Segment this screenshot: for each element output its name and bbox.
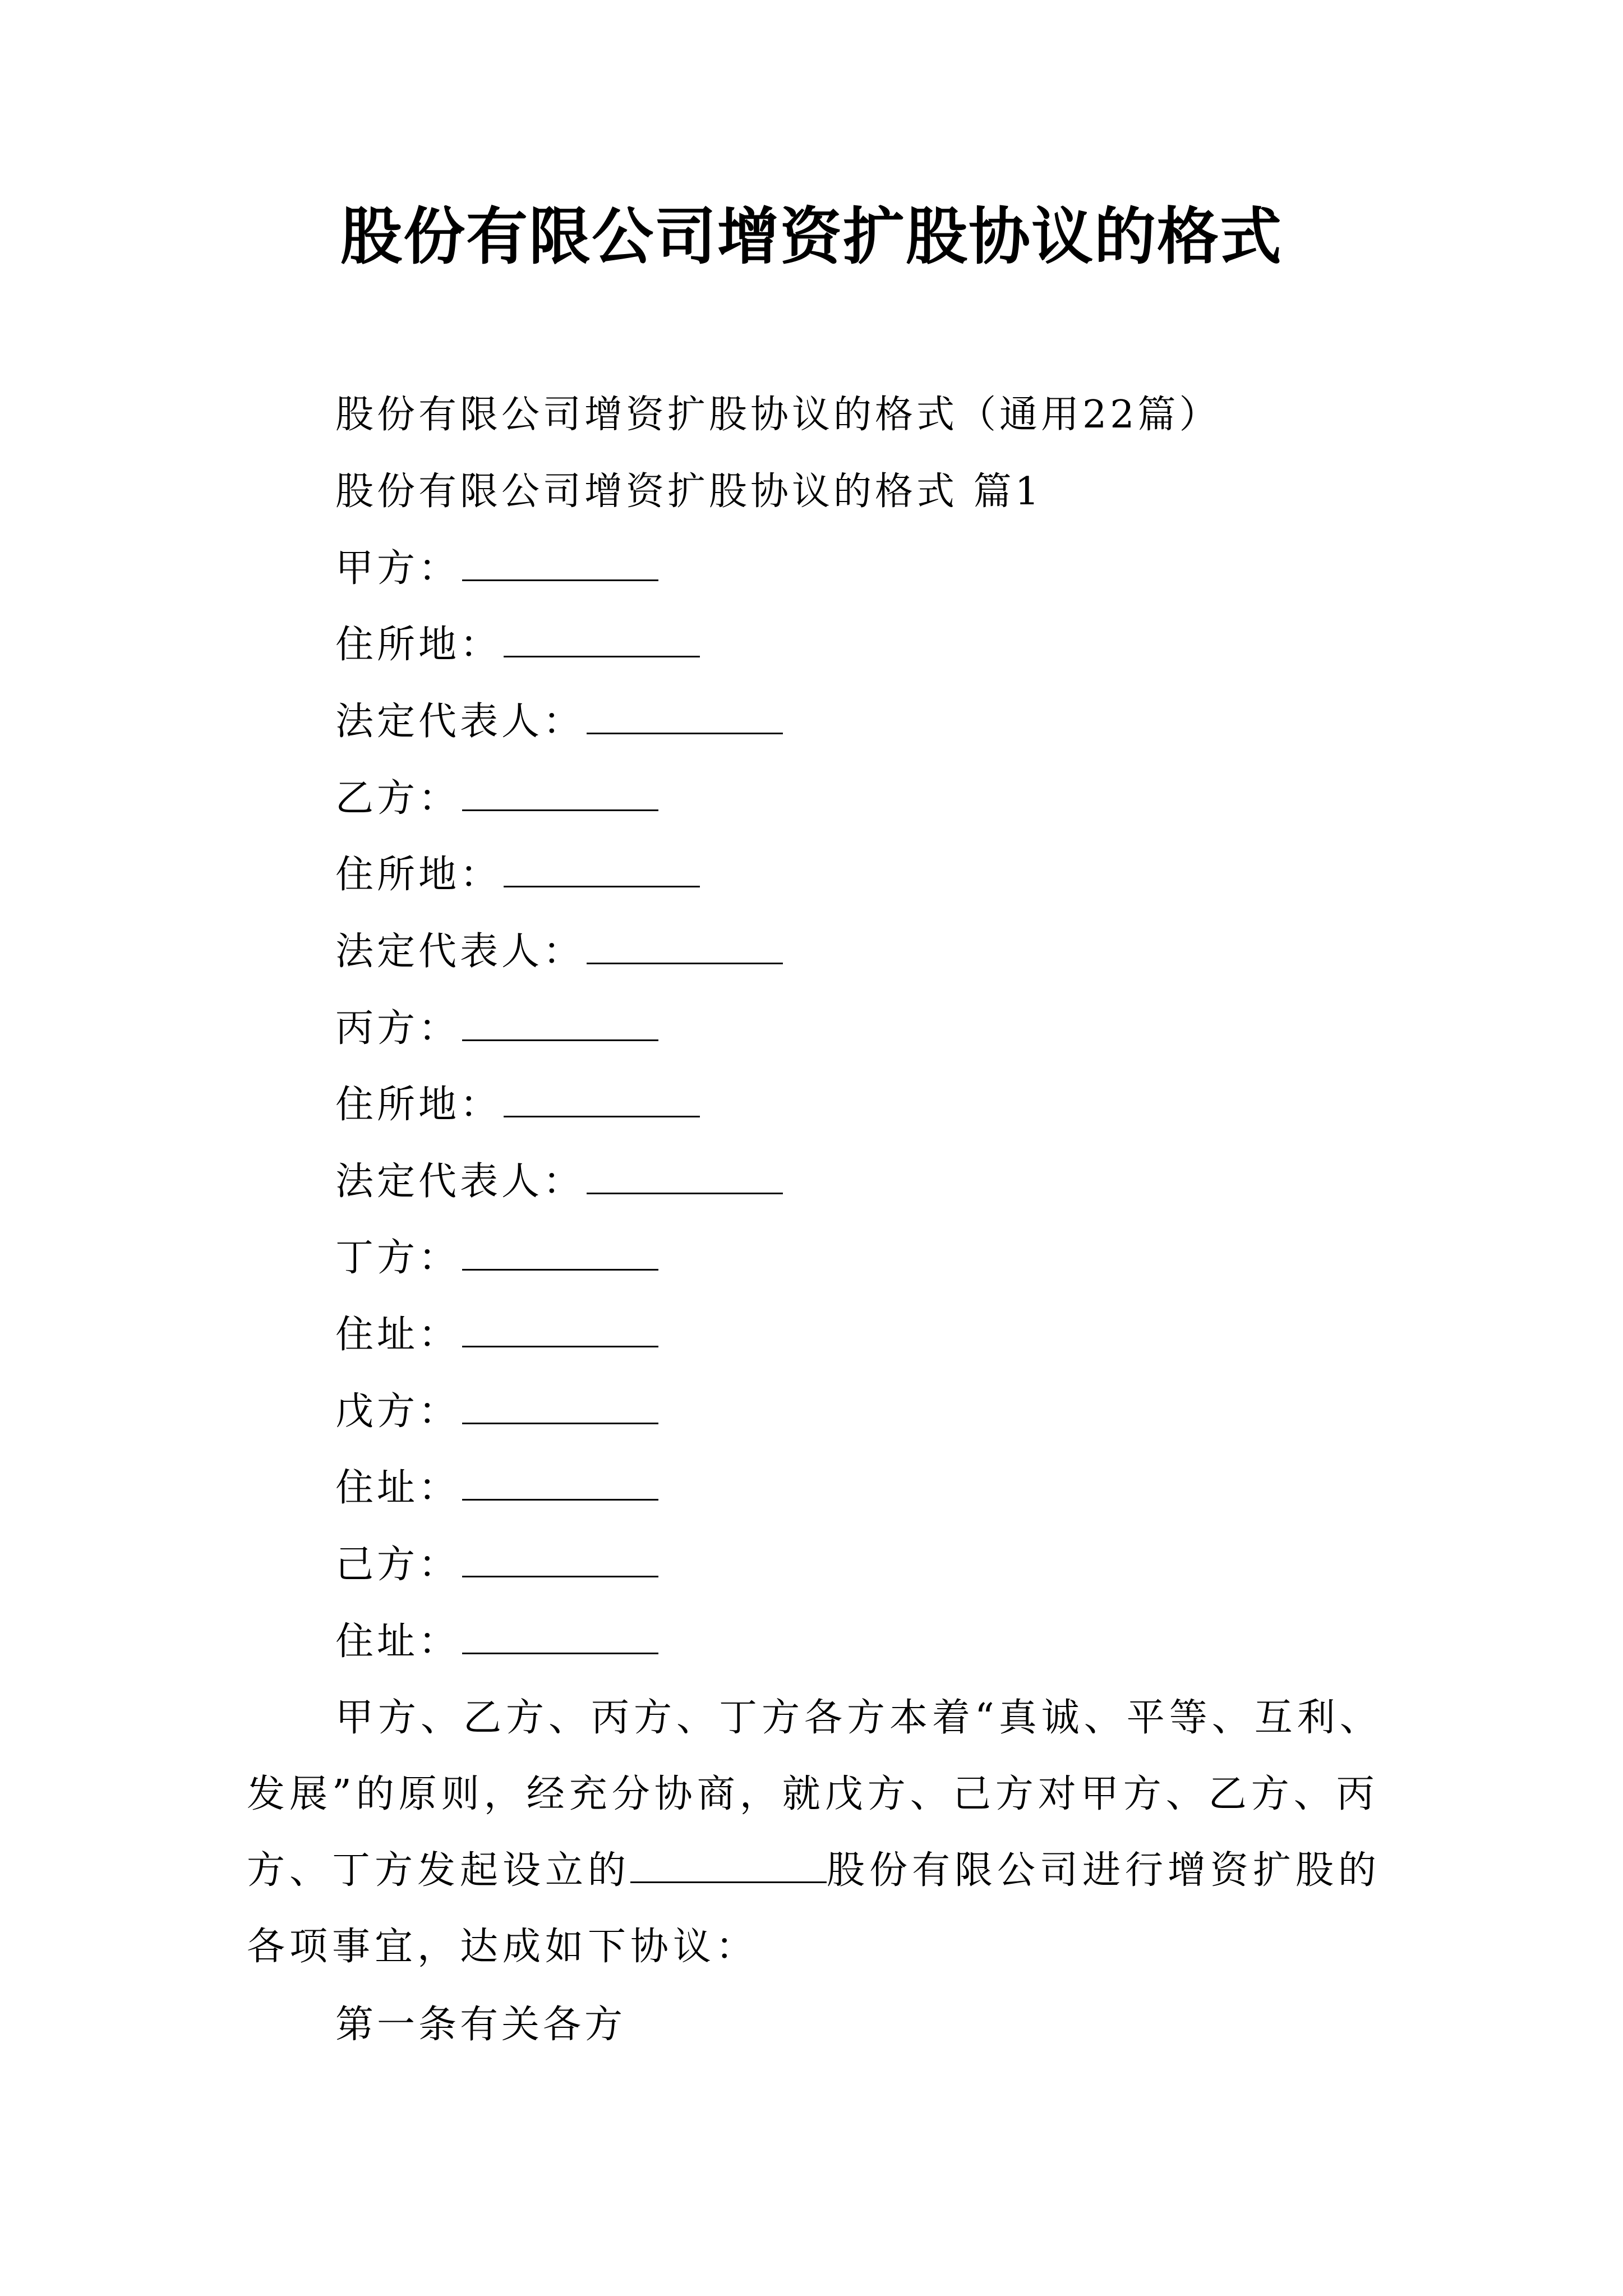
intro-paragraph (247, 1680, 1391, 1985)
field-row (335, 1154, 783, 1210)
field-label: 己方： (335, 1543, 460, 1587)
article-heading: 第一条有关各方 (335, 2003, 626, 2047)
field-label: 法定代表人： (335, 700, 585, 744)
field-label: 戊方： (335, 1389, 460, 1434)
field-label: 住址： (335, 1466, 460, 1510)
fill-in-blank (462, 1390, 658, 1424)
intro-text-2: 股份有限公司进行增资扩股的各项事宜，达成如下协议： (247, 1848, 1381, 1969)
document-title: 股份有限公司增资扩股协议的格式 (340, 201, 1283, 273)
fill-in-blank (462, 1313, 658, 1347)
field-row (335, 1001, 658, 1057)
intro-text-1: 甲方、乙方、丙方、丁方各方本着“真诚、平等、互利、发展”的原则，经充分协商，就戊方、己方对甲方、乙方、丙方、丁方发起设立的 (247, 1696, 1382, 1893)
section-heading: 股份有限公司增资扩股协议的格式 篇1 (335, 470, 1043, 514)
field-label: 丙方： (335, 1006, 460, 1051)
fill-in-blank (587, 930, 783, 964)
fill-in-blank (587, 700, 783, 734)
field-row (335, 1537, 658, 1593)
document-subtitle: 股份有限公司增资扩股协议的格式（通用22篇） (335, 393, 1221, 437)
field-label: 住所地： (335, 623, 502, 667)
field-row (335, 1230, 658, 1286)
field-label: 住所地： (335, 1083, 502, 1127)
field-label: 法定代表人： (335, 1159, 585, 1204)
field-row (335, 847, 700, 903)
field-row (335, 1384, 658, 1440)
field-row (335, 541, 658, 597)
fill-in-blank (462, 1236, 658, 1271)
field-row (335, 771, 658, 827)
fill-in-blank (462, 1466, 658, 1501)
field-row (335, 617, 700, 673)
field-row (335, 924, 783, 980)
field-label: 住所地： (335, 853, 502, 897)
fill-in-blank (462, 1007, 658, 1041)
field-label: 法定代表人： (335, 930, 585, 974)
field-row (335, 1614, 658, 1670)
field-row (335, 1460, 658, 1516)
field-row (335, 694, 783, 750)
field-label: 乙方： (335, 776, 460, 821)
field-label: 丁方： (335, 1236, 460, 1280)
field-row (335, 1077, 700, 1133)
fill-in-blank (504, 623, 700, 657)
fill-in-blank (504, 1083, 700, 1117)
fill-in-blank (504, 853, 700, 887)
fill-in-blank (462, 1620, 658, 1654)
fill-in-blank (462, 547, 658, 581)
fill-in-blank (630, 1849, 827, 1883)
fill-in-blank (462, 777, 658, 811)
field-label: 住址： (335, 1619, 460, 1664)
field-label: 甲方： (335, 546, 460, 591)
fill-in-blank (587, 1160, 783, 1194)
field-row (335, 1307, 658, 1363)
fill-in-blank (462, 1543, 658, 1577)
field-label: 住址： (335, 1313, 460, 1357)
